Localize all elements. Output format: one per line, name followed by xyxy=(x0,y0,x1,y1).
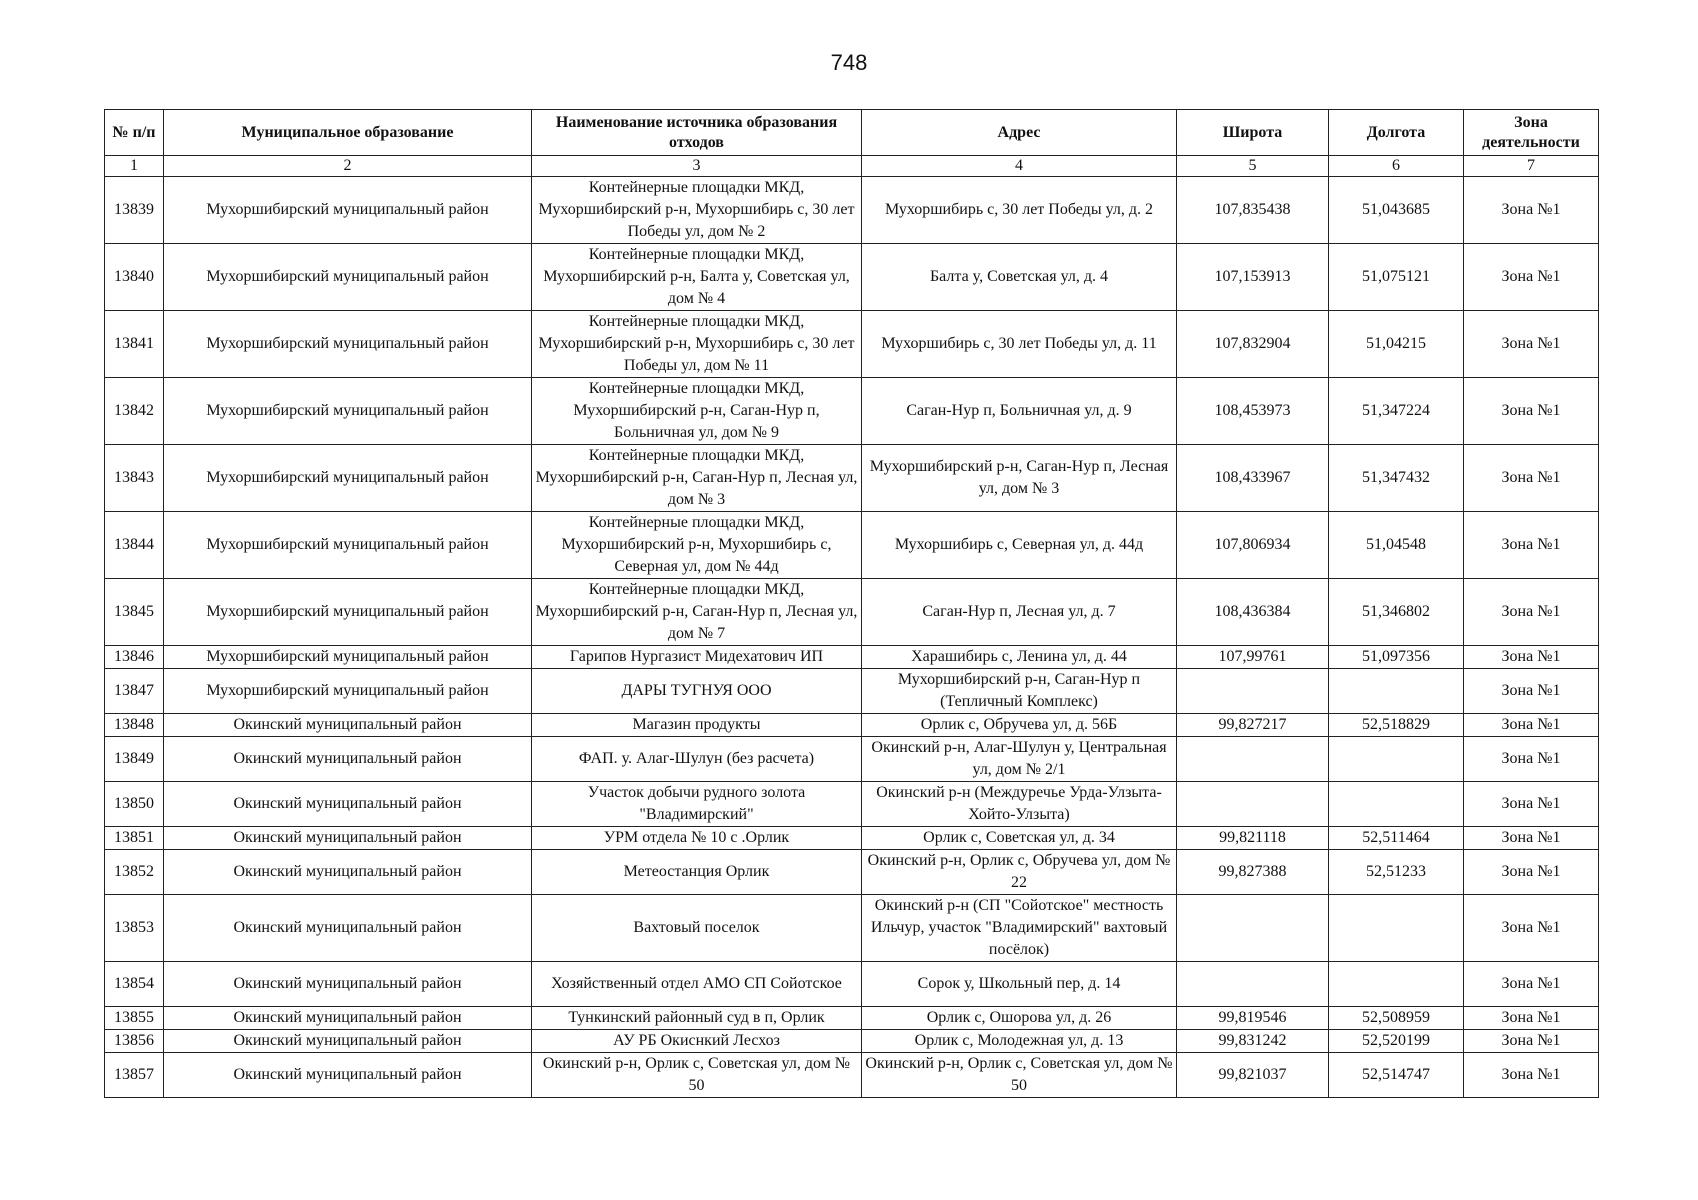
table-row xyxy=(105,512,1599,579)
waste-source-cell: Контейнерные площадки МКД, Мухоршибирский р-н, Мухоршибирь с, Северная ул, дом № 44д xyxy=(532,512,862,579)
address-cell: Окинский р-н (Междуречье Урда-Улзыта-Хойто-Улзыта) xyxy=(862,782,1177,827)
table-row xyxy=(105,782,1599,827)
waste-source-cell: Тункинский районный суд в п, Орлик xyxy=(532,1007,862,1030)
waste-source-cell: ФАП. у. Алаг-Шулун (без расчета) xyxy=(532,737,862,782)
table-row xyxy=(105,962,1599,1007)
waste-source-cell: Окинский р-н, Орлик с, Советская ул, дом № 50 xyxy=(532,1053,862,1098)
table-row xyxy=(105,714,1599,737)
latitude-cell: 108,433967 xyxy=(1177,445,1329,512)
zone-cell: Зона №1 xyxy=(1464,850,1599,895)
municipality-cell: Окинский муниципальный район xyxy=(164,962,532,1007)
row-number-cell: 13848 xyxy=(105,714,164,737)
row-number-cell: 13842 xyxy=(105,378,164,445)
waste-sources-table xyxy=(104,109,1599,1098)
municipality-cell: Мухоршибирский муниципальный район xyxy=(164,512,532,579)
longitude-cell xyxy=(1329,669,1464,714)
address-cell: Мухоршибирь с, Северная ул, д. 44д xyxy=(862,512,1177,579)
row-number-cell: 13854 xyxy=(105,962,164,1007)
waste-source-cell: Участок добычи рудного золота "Владимирский" xyxy=(532,782,862,827)
latitude-cell: 99,831242 xyxy=(1177,1030,1329,1053)
row-number-cell: 13852 xyxy=(105,850,164,895)
municipality-cell: Мухоршибирский муниципальный район xyxy=(164,244,532,311)
municipality-cell: Окинский муниципальный район xyxy=(164,1030,532,1053)
zone-cell: Зона №1 xyxy=(1464,512,1599,579)
table-row xyxy=(105,669,1599,714)
waste-source-cell: Вахтовый поселок xyxy=(532,895,862,962)
zone-cell: Зона №1 xyxy=(1464,646,1599,669)
zone-cell: Зона №1 xyxy=(1464,962,1599,1007)
address-cell: Орлик с, Обручева ул, д. 56Б xyxy=(862,714,1177,737)
municipality-cell: Мухоршибирский муниципальный район xyxy=(164,378,532,445)
waste-source-cell: Контейнерные площадки МКД, Мухоршибирский р-н, Мухоршибирь с, 30 лет Победы ул, дом № 11 xyxy=(532,311,862,378)
row-number-cell: 13839 xyxy=(105,177,164,244)
latitude-cell xyxy=(1177,782,1329,827)
table-row xyxy=(105,1030,1599,1053)
row-number-cell: 13840 xyxy=(105,244,164,311)
municipality-cell: Окинский муниципальный район xyxy=(164,1053,532,1098)
address-cell: Орлик с, Ошорова ул, д. 26 xyxy=(862,1007,1177,1030)
longitude-cell xyxy=(1329,782,1464,827)
zone-cell: Зона №1 xyxy=(1464,177,1599,244)
municipality-cell: Мухоршибирский муниципальный район xyxy=(164,579,532,646)
latitude-cell xyxy=(1177,737,1329,782)
waste-source-cell: Контейнерные площадки МКД, Мухоршибирский р-н, Саган-Нур п, Лесная ул, дом № 7 xyxy=(532,579,862,646)
latitude-cell: 107,99761 xyxy=(1177,646,1329,669)
municipality-cell: Окинский муниципальный район xyxy=(164,895,532,962)
address-cell: Саган-Нур п, Лесная ул, д. 7 xyxy=(862,579,1177,646)
page-number: 748 xyxy=(830,50,868,75)
table-row xyxy=(105,177,1599,244)
row-number-cell: 13849 xyxy=(105,737,164,782)
table-row xyxy=(105,646,1599,669)
waste-source-cell: Хозяйственный отдел АМО СП Сойотское xyxy=(532,962,862,1007)
latitude-cell: 107,806934 xyxy=(1177,512,1329,579)
zone-cell: Зона №1 xyxy=(1464,244,1599,311)
zone-cell: Зона №1 xyxy=(1464,895,1599,962)
zone-cell: Зона №1 xyxy=(1464,714,1599,737)
table-row xyxy=(105,1007,1599,1030)
row-number-cell: 13856 xyxy=(105,1030,164,1053)
header-cell: Наименование источника образования отходов xyxy=(532,110,862,156)
longitude-cell: 52,51233 xyxy=(1329,850,1464,895)
longitude-cell: 51,043685 xyxy=(1329,177,1464,244)
header-cell: Долгота xyxy=(1329,110,1464,156)
municipality-cell: Окинский муниципальный район xyxy=(164,714,532,737)
longitude-cell xyxy=(1329,895,1464,962)
latitude-cell: 108,436384 xyxy=(1177,579,1329,646)
column-number-cell: 4 xyxy=(862,156,1177,177)
municipality-cell: Окинский муниципальный район xyxy=(164,1007,532,1030)
column-number-cell: 6 xyxy=(1329,156,1464,177)
row-number-cell: 13843 xyxy=(105,445,164,512)
municipality-cell: Окинский муниципальный район xyxy=(164,737,532,782)
table-row xyxy=(105,827,1599,850)
row-number-cell: 13846 xyxy=(105,646,164,669)
zone-cell: Зона №1 xyxy=(1464,737,1599,782)
address-cell: Мухоршибирский р-н, Саган-Нур п (Тепличный Комплекс) xyxy=(862,669,1177,714)
zone-cell: Зона №1 xyxy=(1464,782,1599,827)
header-cell: № п/п xyxy=(105,110,164,156)
municipality-cell: Мухоршибирский муниципальный район xyxy=(164,445,532,512)
row-number-cell: 13857 xyxy=(105,1053,164,1098)
column-number-cell: 3 xyxy=(532,156,862,177)
address-cell: Саган-Нур п, Больничная ул, д. 9 xyxy=(862,378,1177,445)
header-cell: Зона деятельности xyxy=(1464,110,1599,156)
waste-source-cell: АУ РБ Окиснкий Лесхоз xyxy=(532,1030,862,1053)
zone-cell: Зона №1 xyxy=(1464,1053,1599,1098)
municipality-cell: Мухоршибирский муниципальный район xyxy=(164,311,532,378)
header-cell: Широта xyxy=(1177,110,1329,156)
longitude-cell: 52,508959 xyxy=(1329,1007,1464,1030)
row-number-cell: 13855 xyxy=(105,1007,164,1030)
longitude-cell: 52,518829 xyxy=(1329,714,1464,737)
longitude-cell: 52,514747 xyxy=(1329,1053,1464,1098)
longitude-cell: 52,520199 xyxy=(1329,1030,1464,1053)
waste-source-cell: Контейнерные площадки МКД, Мухоршибирский р-н, Балта у, Советская ул, дом № 4 xyxy=(532,244,862,311)
longitude-cell: 52,511464 xyxy=(1329,827,1464,850)
row-number-cell: 13845 xyxy=(105,579,164,646)
waste-source-cell: Контейнерные площадки МКД, Мухоршибирский р-н, Мухоршибирь с, 30 лет Победы ул, дом № 2 xyxy=(532,177,862,244)
zone-cell: Зона №1 xyxy=(1464,445,1599,512)
address-cell: Окинский р-н, Орлик с, Советская ул, дом № 50 xyxy=(862,1053,1177,1098)
table-row xyxy=(105,895,1599,962)
longitude-cell: 51,347432 xyxy=(1329,445,1464,512)
address-cell: Окинский р-н, Орлик с, Обручева ул, дом № 22 xyxy=(862,850,1177,895)
longitude-cell: 51,04548 xyxy=(1329,512,1464,579)
longitude-cell xyxy=(1329,737,1464,782)
longitude-cell: 51,347224 xyxy=(1329,378,1464,445)
latitude-cell xyxy=(1177,669,1329,714)
row-number-cell: 13850 xyxy=(105,782,164,827)
address-cell: Балта у, Советская ул, д. 4 xyxy=(862,244,1177,311)
table-row xyxy=(105,737,1599,782)
waste-source-cell: Метеостанция Орлик xyxy=(532,850,862,895)
address-cell: Мухоршибирь с, 30 лет Победы ул, д. 11 xyxy=(862,311,1177,378)
zone-cell: Зона №1 xyxy=(1464,311,1599,378)
address-cell: Харашибирь с, Ленина ул, д. 44 xyxy=(862,646,1177,669)
latitude-cell: 99,827217 xyxy=(1177,714,1329,737)
latitude-cell: 99,821118 xyxy=(1177,827,1329,850)
table-row xyxy=(105,579,1599,646)
municipality-cell: Мухоршибирский муниципальный район xyxy=(164,646,532,669)
zone-cell: Зона №1 xyxy=(1464,827,1599,850)
table-row xyxy=(105,244,1599,311)
longitude-cell: 51,097356 xyxy=(1329,646,1464,669)
address-cell: Орлик с, Советская ул, д. 34 xyxy=(862,827,1177,850)
table-row xyxy=(105,311,1599,378)
zone-cell: Зона №1 xyxy=(1464,669,1599,714)
municipality-cell: Окинский муниципальный район xyxy=(164,850,532,895)
table-row xyxy=(105,850,1599,895)
table-row xyxy=(105,1053,1599,1098)
zone-cell: Зона №1 xyxy=(1464,579,1599,646)
column-number-cell: 7 xyxy=(1464,156,1599,177)
zone-cell: Зона №1 xyxy=(1464,1030,1599,1053)
waste-source-cell: Магазин продукты xyxy=(532,714,862,737)
table-row xyxy=(105,378,1599,445)
municipality-cell: Окинский муниципальный район xyxy=(164,782,532,827)
latitude-cell: 108,453973 xyxy=(1177,378,1329,445)
header-cell: Адрес xyxy=(862,110,1177,156)
waste-source-cell: Контейнерные площадки МКД, Мухоршибирский р-н, Саган-Нур п, Лесная ул, дом № 3 xyxy=(532,445,862,512)
latitude-cell: 107,832904 xyxy=(1177,311,1329,378)
table-row xyxy=(105,445,1599,512)
latitude-cell xyxy=(1177,895,1329,962)
address-cell: Мухоршибирский р-н, Саган-Нур п, Лесная ул, дом № 3 xyxy=(862,445,1177,512)
address-cell: Окинский р-н, Алаг-Шулун у, Центральная ул, дом № 2/1 xyxy=(862,737,1177,782)
longitude-cell: 51,075121 xyxy=(1329,244,1464,311)
address-cell: Окинский р-н (СП "Сойотское" местность Ильчур, участок "Владимирский" вахтовый посёлок) xyxy=(862,895,1177,962)
address-cell: Орлик с, Молодежная ул, д. 13 xyxy=(862,1030,1177,1053)
table-body xyxy=(105,177,1599,1098)
latitude-cell: 99,821037 xyxy=(1177,1053,1329,1098)
column-number-cell: 5 xyxy=(1177,156,1329,177)
waste-source-cell: Контейнерные площадки МКД, Мухоршибирский р-н, Саган-Нур п, Больничная ул, дом № 9 xyxy=(532,378,862,445)
column-number-cell: 1 xyxy=(105,156,164,177)
waste-source-cell: Гарипов Нургазист Мидехатович ИП xyxy=(532,646,862,669)
waste-source-cell: УРМ отдела № 10 с .Орлик xyxy=(532,827,862,850)
row-number-cell: 13853 xyxy=(105,895,164,962)
zone-cell: Зона №1 xyxy=(1464,1007,1599,1030)
waste-source-cell: ДАРЫ ТУГНУЯ ООО xyxy=(532,669,862,714)
address-cell: Мухоршибирь с, 30 лет Победы ул, д. 2 xyxy=(862,177,1177,244)
header-cell: Муниципальное образование xyxy=(164,110,532,156)
zone-cell: Зона №1 xyxy=(1464,378,1599,445)
municipality-cell: Мухоршибирский муниципальный район xyxy=(164,177,532,244)
latitude-cell xyxy=(1177,962,1329,1007)
longitude-cell: 51,346802 xyxy=(1329,579,1464,646)
latitude-cell: 99,819546 xyxy=(1177,1007,1329,1030)
municipality-cell: Окинский муниципальный район xyxy=(164,827,532,850)
row-number-cell: 13844 xyxy=(105,512,164,579)
latitude-cell: 107,153913 xyxy=(1177,244,1329,311)
municipality-cell: Мухоршибирский муниципальный район xyxy=(164,669,532,714)
latitude-cell: 107,835438 xyxy=(1177,177,1329,244)
column-number-row xyxy=(105,156,1599,177)
row-number-cell: 13847 xyxy=(105,669,164,714)
header-row xyxy=(105,110,1599,156)
column-number-cell: 2 xyxy=(164,156,532,177)
longitude-cell: 51,04215 xyxy=(1329,311,1464,378)
longitude-cell xyxy=(1329,962,1464,1007)
latitude-cell: 99,827388 xyxy=(1177,850,1329,895)
row-number-cell: 13841 xyxy=(105,311,164,378)
row-number-cell: 13851 xyxy=(105,827,164,850)
address-cell: Сорок у, Школьный пер, д. 14 xyxy=(862,962,1177,1007)
